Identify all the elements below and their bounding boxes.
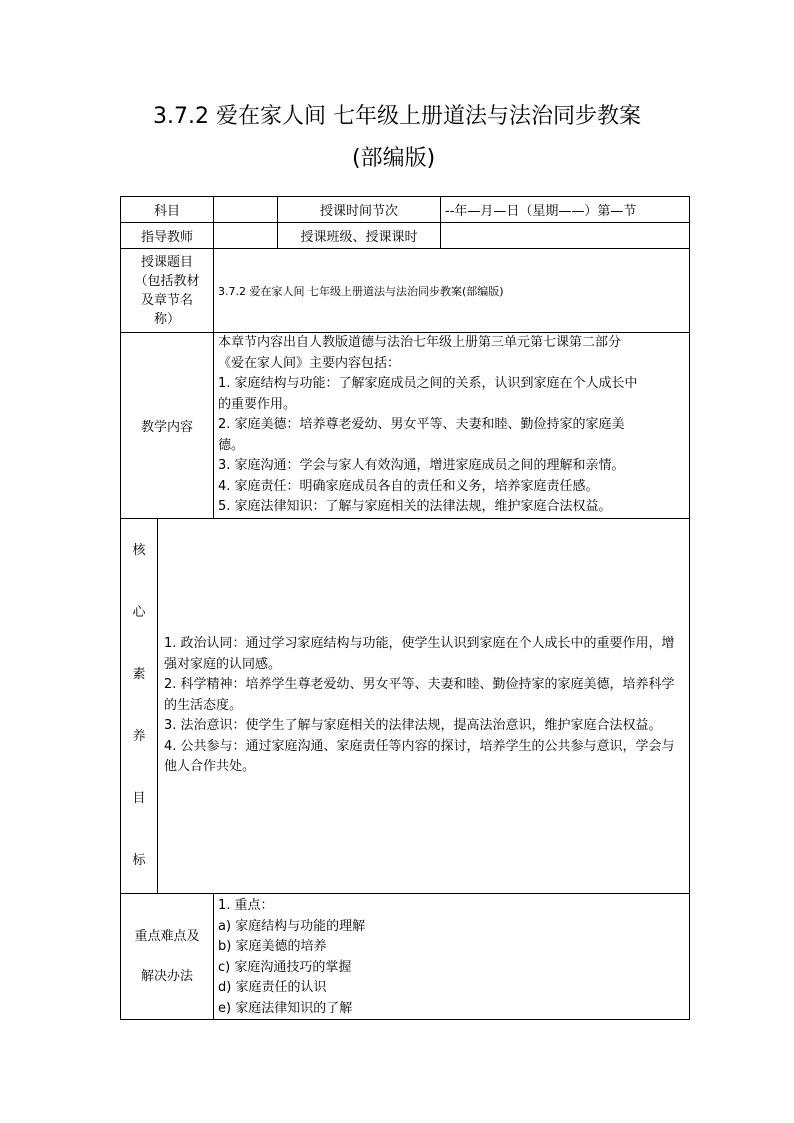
key-point-item: 1. 重点：: [218, 898, 274, 913]
table-row: [121, 519, 690, 894]
content-line: 《爱在家人间》主要内容包括：: [218, 355, 401, 371]
table-row: [121, 249, 690, 333]
class-period-value[interactable]: [441, 223, 690, 249]
core-literacy-item: 4. 公共参与：通过家庭沟通、家庭责任等内容的探讨，培养学生的公共参与意识，学会与他人合作共处。: [164, 738, 675, 775]
content-line: 5. 家庭法律知识：了解与家庭相关的法律法规，维护家庭合法权益。: [218, 499, 612, 515]
core-literacy-value[interactable]: [158, 519, 690, 894]
subject-value[interactable]: [214, 197, 278, 223]
key-point-item: e) 家庭法律知识的了解: [218, 1000, 353, 1016]
key-point-item: c) 家庭沟通技巧的掌握: [218, 959, 352, 975]
core-literacy-label-char: 目: [132, 791, 146, 806]
core-literacy-label-char: 心: [132, 605, 146, 620]
subject-label: 科目: [121, 197, 214, 223]
table-row: [121, 894, 690, 1020]
teacher-value[interactable]: [214, 223, 278, 249]
core-literacy-label-char: 核: [132, 543, 146, 558]
topic-label-line: 称）: [154, 311, 181, 327]
core-literacy-label-char: 标: [132, 853, 146, 868]
teacher-label: 指导教师: [121, 223, 214, 249]
key-points-label: [121, 894, 214, 1020]
key-points-label-line: 解决办法: [141, 968, 194, 984]
content-line: 的重要作用。: [218, 396, 297, 412]
core-literacy-item: 1. 政治认同：通过学习家庭结构与功能，使学生认识到家庭在个人成长中的重要作用，增强对家庭的认同感。: [164, 636, 675, 672]
core-literacy-label: [121, 519, 158, 894]
document-title: 3.7.2 爱在家人间 七年级上册道法与法治同步教案: [153, 104, 641, 129]
content-line: 本章节内容出自人教版道德与法治七年级上册第三单元第七课第二部分: [218, 335, 622, 351]
core-literacy-item: 2. 科学精神：培养学生尊老爱幼、男女平等、夫妻和睦、勤俭持家的家庭美德，培养科学的生活态度。: [164, 677, 675, 713]
class-time-value[interactable]: --年—月—日（星期——）第—节: [441, 197, 690, 223]
table-row: [121, 197, 690, 223]
core-literacy-label-char: 养: [132, 729, 146, 744]
content-line: 2. 家庭美德：培养尊老爱幼、男女平等、夫妻和睦、勤俭持家的家庭美: [218, 417, 625, 433]
topic-label-line: 及章节名: [141, 292, 194, 308]
topic-label-line: 授课题目: [141, 254, 194, 270]
key-points-label-line: 重点难点及: [134, 928, 200, 944]
core-literacy-item: 3. 法治意识：使学生了解与家庭相关的法律法规，提高法治意识，维护家庭合法权益。: [164, 718, 662, 734]
lesson-plan-table: [120, 196, 690, 1020]
content-line: 3. 家庭沟通：学会与家人有效沟通，增进家庭成员之间的理解和亲情。: [218, 458, 625, 474]
content-line: 1. 家庭结构与功能：了解家庭成员之间的关系，认识到家庭在个人成长中: [218, 376, 638, 392]
class-period-label: 授课班级、授课课时: [278, 223, 441, 249]
document-title-suffix: (部编版): [352, 146, 436, 171]
content-line: 4. 家庭责任：明确家庭成员各自的责任和义务，培养家庭责任感。: [218, 478, 599, 494]
table-row: [121, 333, 690, 519]
key-point-item: d) 家庭责任的认识: [218, 980, 327, 995]
key-point-item: b) 家庭美德的培养: [218, 939, 327, 954]
key-points-value[interactable]: [214, 894, 690, 1020]
topic-value[interactable]: 3.7.2 爱在家人间 七年级上册道法与法治同步教案(部编版): [214, 249, 690, 333]
key-point-item: a) 家庭结构与功能的理解: [218, 918, 366, 934]
table-row: [121, 223, 690, 249]
content-line: 德。: [218, 437, 245, 453]
topic-label-line: （包括教材: [134, 273, 200, 289]
core-literacy-label-char: 素: [132, 667, 146, 682]
class-time-label: 授课时间节次: [278, 197, 441, 223]
content-value[interactable]: [214, 333, 690, 519]
content-label: 教学内容: [121, 333, 214, 519]
topic-label: [121, 249, 214, 333]
